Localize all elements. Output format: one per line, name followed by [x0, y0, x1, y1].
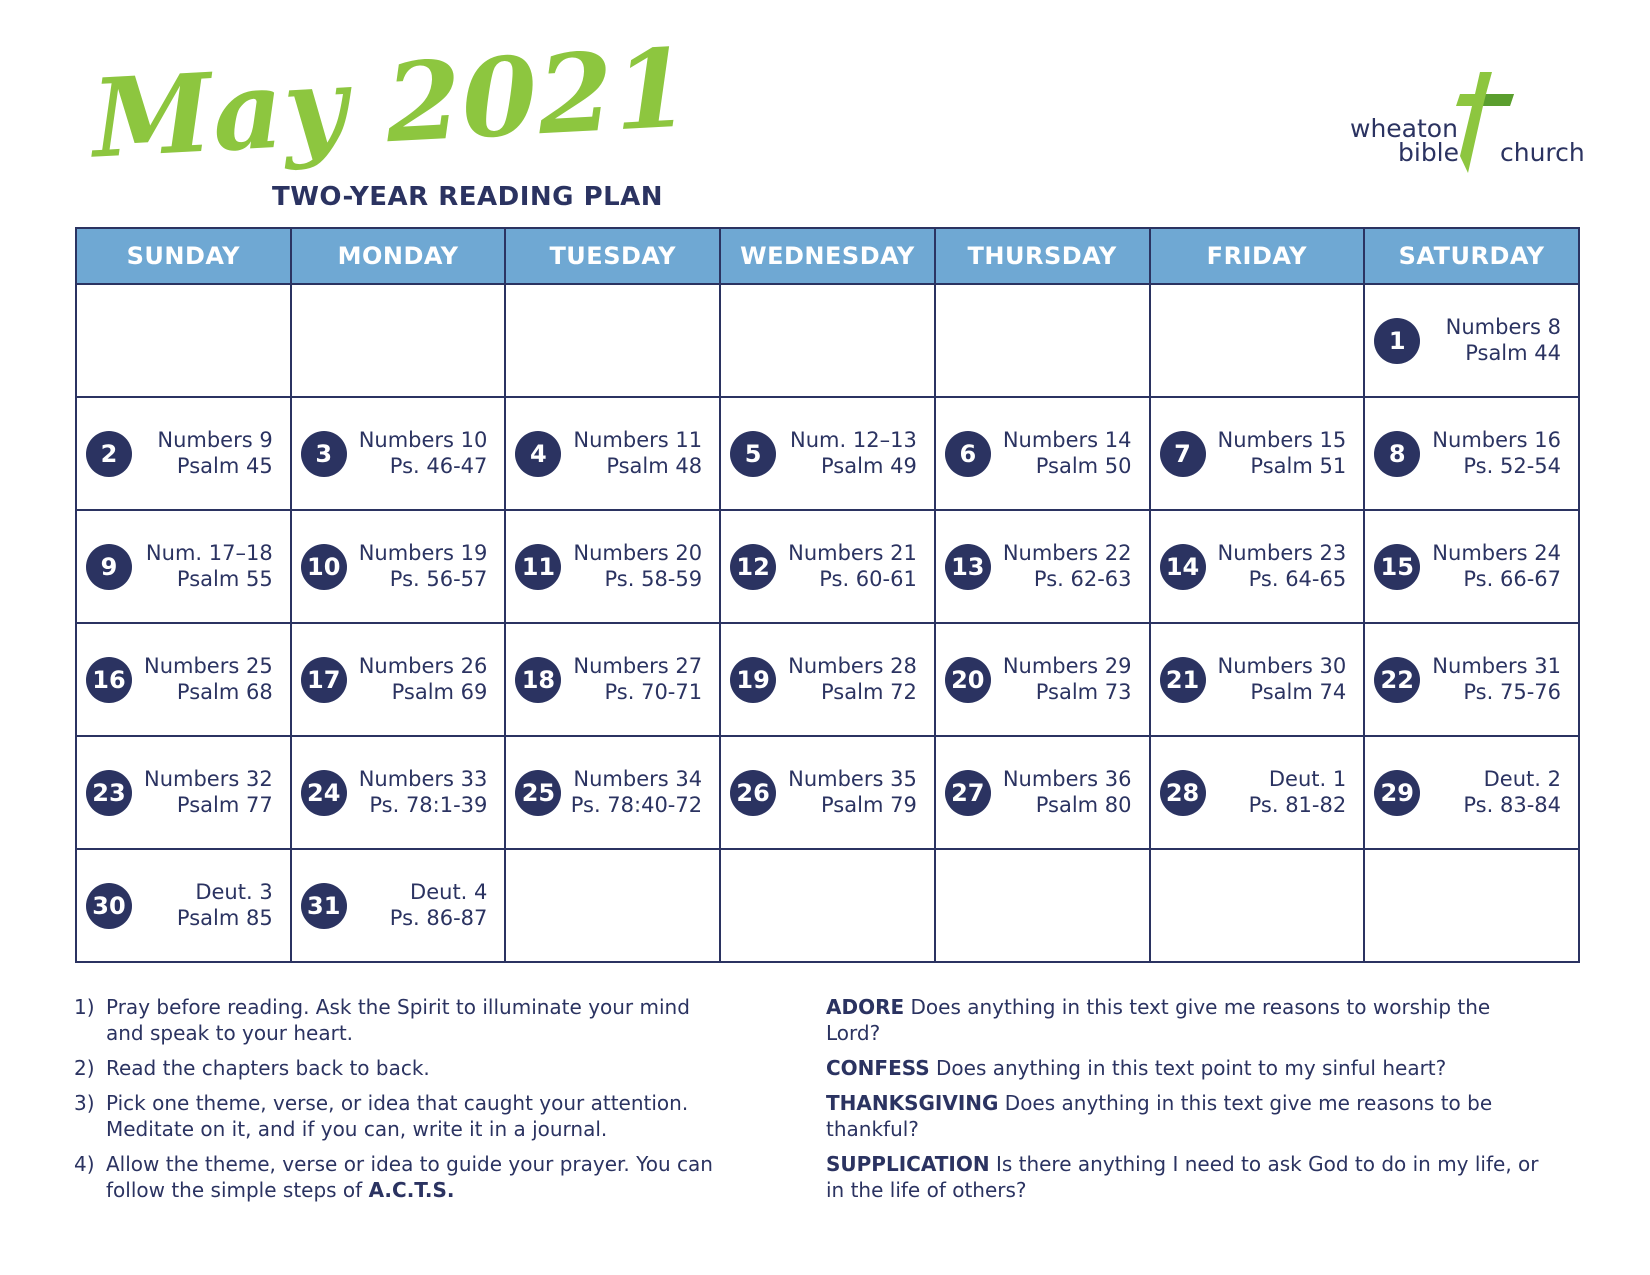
reading-line-1: Numbers 10 — [358, 428, 488, 452]
day-cell-content — [721, 398, 934, 509]
weekday-monday: MONDAY — [291, 228, 506, 284]
day-cell-content — [292, 737, 505, 848]
page-subtitle: TWO-YEAR READING PLAN — [272, 182, 664, 212]
calendar-day-cell — [935, 510, 1150, 623]
reading-line-2: Ps. 70-71 — [604, 680, 703, 704]
day-reading — [1218, 540, 1347, 592]
month-title: May 2021 — [89, 25, 694, 183]
reading-line-1: Deut. 1 — [1268, 767, 1347, 791]
day-cell-content — [506, 737, 719, 848]
day-number-badge: 25 — [515, 770, 561, 816]
day-reading — [359, 766, 488, 818]
day-reading — [359, 427, 488, 479]
weekday-friday: FRIDAY — [1150, 228, 1365, 284]
day-number-badge: 5 — [730, 431, 776, 477]
calendar-grid — [75, 227, 1580, 963]
calendar-day-cell — [505, 510, 720, 623]
calendar-day-cell — [720, 736, 935, 849]
reading-instructions — [74, 994, 714, 1212]
day-reading — [1463, 766, 1561, 818]
calendar-empty-cell — [1150, 284, 1365, 397]
reading-line-2: Ps. 66-67 — [1463, 567, 1561, 591]
calendar-empty-cell — [291, 284, 506, 397]
calendar-day-cell — [291, 623, 506, 736]
reading-line-2: Ps. 86-87 — [389, 906, 488, 930]
calendar-day-cell — [720, 397, 935, 510]
reading-line-2: Psalm 44 — [1465, 341, 1561, 365]
reading-line-2: Psalm 68 — [176, 680, 273, 704]
calendar-day-cell — [1150, 623, 1365, 736]
calendar-day-cell — [720, 623, 935, 736]
day-cell-content — [1151, 624, 1364, 735]
reading-line-2: Psalm 55 — [176, 567, 273, 591]
calendar-empty-cell — [505, 284, 720, 397]
calendar-day-cell — [291, 397, 506, 510]
reading-line-1: Numbers 35 — [788, 767, 917, 791]
day-reading — [1432, 427, 1561, 479]
reading-line-1: Deut. 2 — [1483, 767, 1561, 791]
acts-item-thanksgiving — [826, 1090, 1546, 1142]
acts-item-adore — [826, 994, 1546, 1046]
day-cell-content — [1151, 737, 1364, 848]
instruction-text: Allow the theme, verse or idea to guide your prayer. You can follow the simple steps of — [106, 1152, 713, 1202]
reading-line-2: Ps. 60-61 — [819, 567, 917, 591]
day-number-badge: 22 — [1374, 657, 1420, 703]
day-number-badge: 13 — [945, 544, 991, 590]
day-number-badge: 24 — [301, 770, 347, 816]
day-number-badge: 19 — [730, 657, 776, 703]
logo-text-bible: bible — [1398, 138, 1460, 167]
weekday-header-row — [76, 228, 1579, 284]
weekday-thursday: THURSDAY — [935, 228, 1150, 284]
reading-line-1: Numbers 26 — [358, 654, 488, 678]
instruction-item — [74, 1151, 714, 1203]
reading-line-1: Numbers 19 — [358, 541, 488, 565]
reading-line-1: Numbers 15 — [1217, 428, 1347, 452]
day-reading — [1003, 766, 1132, 818]
reading-line-1: Num. 17–18 — [145, 541, 273, 565]
day-number-badge: 28 — [1160, 770, 1206, 816]
calendar-empty-cell — [505, 849, 720, 962]
day-number-badge: 17 — [301, 657, 347, 703]
day-reading — [788, 766, 917, 818]
reading-line-2: Psalm 45 — [176, 454, 273, 478]
day-cell-content — [77, 511, 290, 622]
acts-term: SUPPLICATION — [826, 1152, 990, 1176]
day-number-badge: 16 — [86, 657, 132, 703]
day-number-badge: 30 — [86, 883, 132, 929]
reading-line-1: Numbers 23 — [1217, 541, 1347, 565]
day-reading — [573, 540, 702, 592]
calendar-empty-cell — [1150, 849, 1365, 962]
day-cell-content — [1151, 511, 1364, 622]
day-number-badge: 6 — [945, 431, 991, 477]
day-cell-content — [936, 511, 1149, 622]
reading-line-2: Ps. 46-47 — [389, 454, 488, 478]
day-number-badge: 12 — [730, 544, 776, 590]
calendar-day-cell — [505, 397, 720, 510]
acts-text: Is there anything I need to ask God to do in my life, or in the life of others? — [826, 1152, 1539, 1202]
logo-text-church: church — [1500, 138, 1585, 167]
reading-line-2: Ps. 62-63 — [1033, 567, 1132, 591]
calendar-day-cell — [1150, 736, 1365, 849]
calendar-day-cell — [76, 510, 291, 623]
calendar-week-row — [76, 849, 1579, 962]
day-number-badge: 26 — [730, 770, 776, 816]
day-cell-content — [292, 511, 505, 622]
reading-line-1: Numbers 11 — [573, 428, 703, 452]
day-number-badge: 1 — [1374, 318, 1420, 364]
day-reading — [1003, 653, 1132, 705]
calendar-day-cell — [1364, 736, 1579, 849]
acts-term: CONFESS — [826, 1056, 930, 1080]
day-cell-content — [721, 624, 934, 735]
calendar-day-cell — [935, 623, 1150, 736]
day-cell-content — [292, 850, 505, 961]
day-reading — [788, 653, 917, 705]
reading-line-2: Psalm 85 — [176, 906, 273, 930]
weekday-sunday: SUNDAY — [76, 228, 291, 284]
calendar-week-row — [76, 736, 1579, 849]
reading-line-2: Ps. 83-84 — [1463, 793, 1561, 817]
day-number-badge: 8 — [1374, 431, 1420, 477]
reading-line-1: Numbers 36 — [1002, 767, 1132, 791]
calendar-day-cell — [76, 849, 291, 962]
calendar-week-row — [76, 623, 1579, 736]
reading-line-1: Num. 12–13 — [790, 428, 917, 452]
day-reading — [1003, 540, 1132, 592]
day-reading — [1218, 427, 1347, 479]
calendar-day-cell — [935, 736, 1150, 849]
calendar-day-cell — [76, 397, 291, 510]
reading-line-1: Numbers 31 — [1432, 654, 1561, 678]
day-cell-content — [1365, 285, 1578, 396]
day-number-badge: 15 — [1374, 544, 1420, 590]
reading-line-1: Numbers 33 — [358, 767, 488, 791]
calendar-empty-cell — [935, 849, 1150, 962]
reading-line-1: Numbers 27 — [573, 654, 703, 678]
day-reading — [359, 540, 488, 592]
day-cell-content — [1365, 398, 1578, 509]
reading-line-2: Psalm 73 — [1035, 680, 1132, 704]
day-reading — [1432, 540, 1561, 592]
day-cell-content — [1365, 624, 1578, 735]
calendar-day-cell — [1150, 397, 1365, 510]
calendar-day-cell — [505, 736, 720, 849]
day-reading — [573, 653, 702, 705]
day-reading — [788, 540, 917, 592]
reading-line-2: Ps. 75-76 — [1463, 680, 1561, 704]
calendar-day-cell — [1364, 510, 1579, 623]
instruction-item — [74, 1090, 714, 1142]
calendar-day-cell — [1364, 284, 1579, 397]
day-cell-content — [1365, 511, 1578, 622]
calendar-day-cell — [291, 849, 506, 962]
day-cell-content — [721, 511, 934, 622]
reading-line-2: Psalm 69 — [391, 680, 488, 704]
instruction-item — [74, 1055, 714, 1081]
day-number-badge: 23 — [86, 770, 132, 816]
acts-text: Does anything in this text give me reasons to worship the Lord? — [826, 995, 1491, 1045]
calendar-week-row — [76, 397, 1579, 510]
day-cell-content — [721, 737, 934, 848]
day-number-badge: 3 — [301, 431, 347, 477]
reading-line-1: Numbers 34 — [573, 767, 703, 791]
acts-text: Does anything in this text give me reasons to be thankful? — [826, 1091, 1493, 1141]
calendar-empty-cell — [1364, 849, 1579, 962]
reading-line-1: Numbers 8 — [1445, 315, 1561, 339]
reading-line-1: Numbers 20 — [573, 541, 703, 565]
day-cell-content — [292, 398, 505, 509]
calendar-day-cell — [720, 510, 935, 623]
reading-line-1: Numbers 9 — [157, 428, 273, 452]
acts-item-confess — [826, 1055, 1546, 1081]
reading-line-2: Psalm 74 — [1250, 680, 1347, 704]
acts-guide — [826, 994, 1546, 1212]
reading-line-1: Deut. 3 — [195, 880, 273, 904]
calendar-day-cell — [291, 510, 506, 623]
acts-text: Does anything in this text point to my sinful heart? — [936, 1056, 1447, 1080]
day-cell-content — [1365, 737, 1578, 848]
day-reading — [144, 653, 273, 705]
calendar-body — [76, 284, 1579, 962]
day-reading — [1218, 653, 1347, 705]
day-number-badge: 4 — [515, 431, 561, 477]
day-reading — [1432, 653, 1561, 705]
reading-line-1: Numbers 14 — [1002, 428, 1132, 452]
acts-term: ADORE — [826, 995, 905, 1019]
instruction-number: 4) — [74, 1152, 95, 1176]
reading-line-2: Ps. 56-57 — [389, 567, 488, 591]
day-cell-content — [936, 398, 1149, 509]
reading-line-2: Psalm 77 — [176, 793, 273, 817]
day-cell-content — [506, 398, 719, 509]
reading-line-1: Numbers 30 — [1217, 654, 1347, 678]
reading-line-2: Ps. 78:1-39 — [369, 793, 488, 817]
calendar-day-cell — [76, 623, 291, 736]
day-number-badge: 18 — [515, 657, 561, 703]
day-reading — [359, 653, 488, 705]
reading-line-2: Psalm 51 — [1250, 454, 1347, 478]
reading-line-2: Psalm 79 — [821, 793, 917, 817]
weekday-saturday: SATURDAY — [1364, 228, 1579, 284]
calendar-week-row — [76, 284, 1579, 397]
reading-line-2: Ps. 81-82 — [1248, 793, 1347, 817]
reading-line-2: Psalm 48 — [606, 454, 703, 478]
reading-line-1: Numbers 25 — [144, 654, 273, 678]
day-reading — [571, 766, 702, 818]
reading-line-2: Ps. 58-59 — [604, 567, 703, 591]
calendar-day-cell — [1364, 397, 1579, 510]
reading-line-2: Ps. 52-54 — [1463, 454, 1561, 478]
reading-line-1: Numbers 21 — [788, 541, 917, 565]
instruction-text: Pick one theme, verse, or idea that caught your attention. Meditate on it, and if you can, write it in a journal. — [106, 1091, 689, 1141]
day-reading — [1003, 427, 1132, 479]
day-number-badge: 31 — [301, 883, 347, 929]
instruction-number: 3) — [74, 1091, 95, 1115]
day-cell-content — [506, 624, 719, 735]
calendar-empty-cell — [935, 284, 1150, 397]
weekday-wednesday: WEDNESDAY — [720, 228, 935, 284]
acts-acronym: A.C.T.S. — [368, 1178, 455, 1202]
reading-line-1: Numbers 32 — [144, 767, 273, 791]
church-logo — [1350, 70, 1590, 185]
day-number-badge: 21 — [1160, 657, 1206, 703]
calendar-day-cell — [935, 397, 1150, 510]
reading-line-1: Numbers 22 — [1002, 541, 1132, 565]
day-reading — [146, 540, 273, 592]
day-number-badge: 14 — [1160, 544, 1206, 590]
day-reading — [573, 427, 702, 479]
reading-line-2: Ps. 78:40-72 — [570, 793, 703, 817]
day-cell-content — [506, 511, 719, 622]
day-cell-content — [77, 850, 290, 961]
day-reading — [1249, 766, 1347, 818]
calendar-empty-cell — [720, 284, 935, 397]
reading-line-1: Deut. 4 — [410, 880, 488, 904]
day-reading — [144, 766, 273, 818]
weekday-tuesday: TUESDAY — [505, 228, 720, 284]
instruction-text: Pray before reading. Ask the Spirit to illuminate your mind and speak to your heart. — [106, 995, 690, 1045]
reading-line-1: Numbers 29 — [1002, 654, 1132, 678]
reading-line-1: Numbers 24 — [1432, 541, 1561, 565]
logo-text-wheaton: wheaton — [1350, 114, 1458, 143]
calendar-day-cell — [76, 736, 291, 849]
day-number-badge: 9 — [86, 544, 132, 590]
reading-line-2: Psalm 72 — [821, 680, 917, 704]
day-reading — [390, 879, 488, 931]
day-reading — [157, 427, 272, 479]
reading-line-1: Numbers 16 — [1432, 428, 1561, 452]
day-number-badge: 20 — [945, 657, 991, 703]
reading-line-1: Numbers 28 — [788, 654, 917, 678]
day-cell-content — [1151, 398, 1364, 509]
day-number-badge: 10 — [301, 544, 347, 590]
acts-item-supplication — [826, 1151, 1546, 1203]
day-number-badge: 29 — [1374, 770, 1420, 816]
day-cell-content — [936, 737, 1149, 848]
day-cell-content — [77, 737, 290, 848]
day-cell-content — [77, 398, 290, 509]
day-reading — [1446, 314, 1561, 366]
acts-term: THANKSGIVING — [826, 1091, 999, 1115]
instruction-number: 1) — [74, 995, 95, 1019]
day-reading — [177, 879, 273, 931]
reading-line-2: Ps. 64-65 — [1248, 567, 1347, 591]
day-number-badge: 11 — [515, 544, 561, 590]
instruction-text-wrap — [106, 1151, 714, 1203]
calendar-day-cell — [1150, 510, 1365, 623]
calendar-day-cell — [505, 623, 720, 736]
day-number-badge: 7 — [1160, 431, 1206, 477]
calendar-empty-cell — [76, 284, 291, 397]
instruction-number: 2) — [74, 1056, 95, 1080]
reading-line-2: Psalm 49 — [821, 454, 917, 478]
instruction-item — [74, 994, 714, 1046]
calendar-week-row — [76, 510, 1579, 623]
instruction-text: Read the chapters back to back. — [106, 1056, 430, 1080]
calendar-empty-cell — [720, 849, 935, 962]
day-reading — [790, 427, 917, 479]
day-number-badge: 2 — [86, 431, 132, 477]
day-cell-content — [936, 624, 1149, 735]
day-number-badge: 27 — [945, 770, 991, 816]
calendar-day-cell — [291, 736, 506, 849]
day-cell-content — [77, 624, 290, 735]
day-cell-content — [292, 624, 505, 735]
reading-line-2: Psalm 80 — [1035, 793, 1132, 817]
calendar-day-cell — [1364, 623, 1579, 736]
reading-line-2: Psalm 50 — [1035, 454, 1132, 478]
